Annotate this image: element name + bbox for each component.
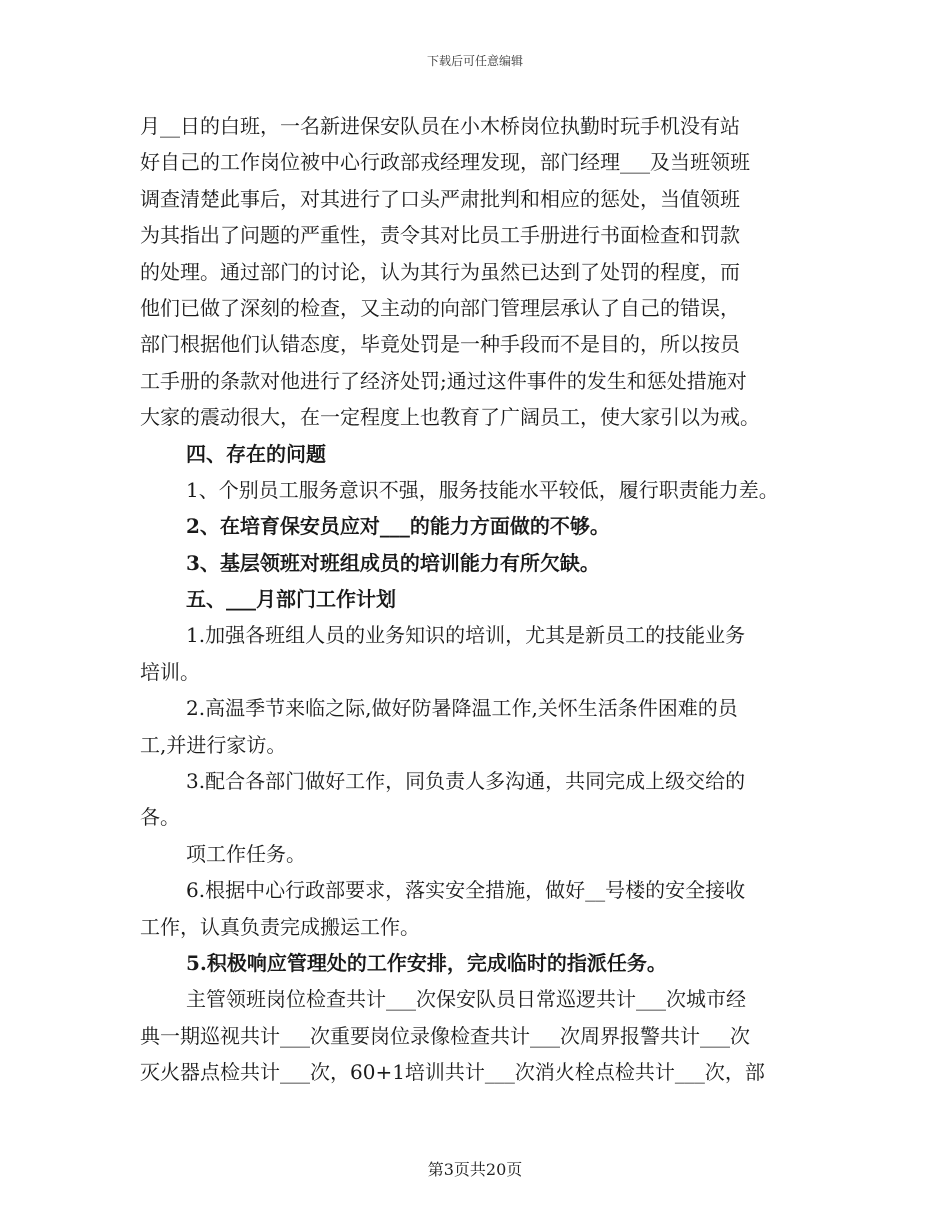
body-text-line: 2.高温季节来临之际,做好防暑降温工作,关怀生活条件困难的员 (186, 696, 738, 721)
section-heading-line: 5.积极响应管理处的工作安排，完成临时的指派任务。 (186, 950, 667, 975)
body-text-line: 的处理。通过部门的讨论，认为其行为虽然已达到了处罚的程度，而 (140, 259, 740, 284)
body-text-line: 培训。 (140, 659, 200, 684)
page-header: 下载后可任意编辑 (426, 54, 523, 68)
section-heading-line: 2、在培育保安员应对___的能力方面做的不够。 (186, 514, 610, 539)
body-text-line: 3.配合各部门做好工作，同负责人多沟通，共同完成上级交给的 (186, 769, 746, 794)
body-text-line: 工手册的条款对他进行了经济处罚;通过这件事件的发生和惩处措施对 (140, 368, 747, 393)
body-text-line: 月__日的白班，一名新进保安队员在小木桥岗位执勤时玩手机没有站 (140, 114, 740, 138)
body-text-line: 典一期巡视共计___次重要岗位录像检查共计___次周界报警共计___次 (140, 1023, 750, 1048)
body-text-line: 调查清楚此事后，对其进行了口头严肃批判和相应的惩处，当值领班 (140, 186, 740, 211)
body-text-line: 1、个别员工服务意识不强，服务技能水平较低，履行职责能力差。 (186, 477, 779, 502)
body-text-line: 工作，认真负责完成搬运工作。 (140, 914, 420, 939)
body-text-line: 部门根据他们认错态度，毕竟处罚是一种手段而不是目的，所以按员 (140, 332, 740, 357)
body-text-line: 他们已做了深刻的检查，又主动的向部门管理层承认了自己的错误， (140, 295, 740, 320)
page-footer: 第3页共20页 (427, 1160, 523, 1179)
body-text-line: 为其指出了问题的严重性，责令其对比员工手册进行书面检查和罚款 (140, 223, 740, 248)
section-heading-line: 四、存在的问题 (186, 441, 326, 466)
body-text-line: 大家的震动很大，在一定程度上也教育了广阔员工，使大家引以为戒。 (140, 405, 760, 430)
body-text-line: 各。 (140, 805, 180, 830)
body-text-line: 工,并进行家访。 (140, 732, 287, 757)
section-heading-line: 五、___月部门工作计划 (186, 587, 396, 612)
body-text-line: 项工作任务。 (186, 841, 306, 866)
body-text-line: 6.根据中心行政部要求，落实安全措施，做好__号楼的安全接收 (186, 878, 746, 903)
body-text-line: 主管领班岗位检查共计___次保安队员日常巡逻共计___次城市经 (186, 987, 746, 1012)
body-text-line: 好自己的工作岗位被中心行政部戎经理发现，部门经理___及当班领班 (140, 150, 750, 175)
document-body (140, 108, 820, 1091)
section-heading-line: 3、基层领班对班组成员的培训能力有所欠缺。 (186, 550, 600, 575)
body-text-line: 灭火器点检共计___次，60+1培训共计___次消火栓点检共计___次，部 (140, 1060, 765, 1085)
body-text-line: 1.加强各班组人员的业务知识的培训，尤其是新员工的技能业务 (186, 623, 746, 648)
